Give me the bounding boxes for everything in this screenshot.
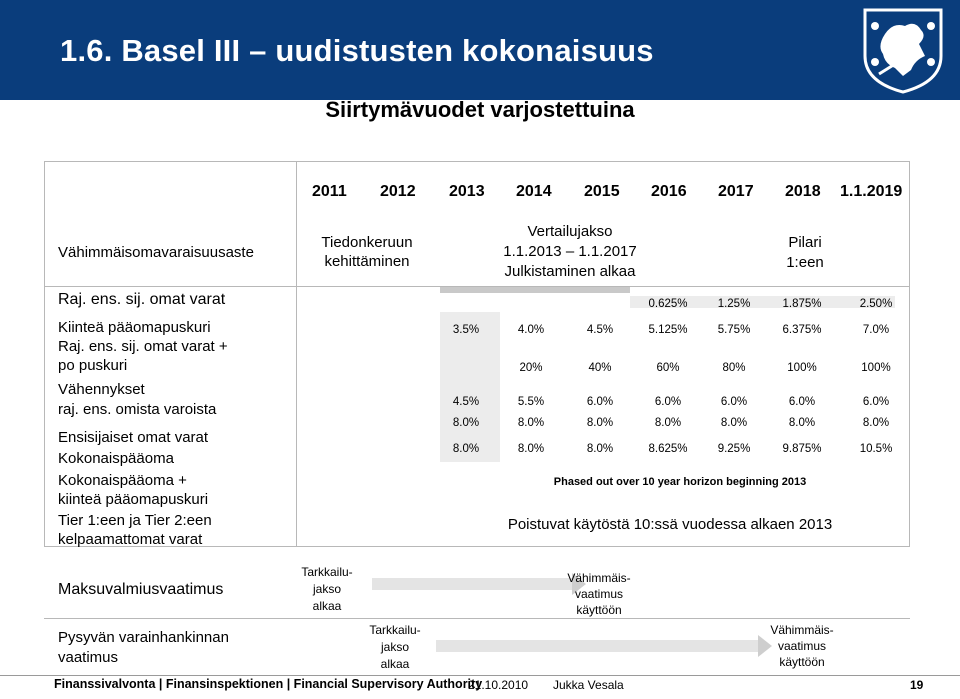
year-2015: 2015 (584, 183, 620, 200)
cell-tot-2019: 8.0% (862, 417, 890, 429)
cell-pri-2013: 4.5% (452, 396, 480, 408)
phase-pillar-2: 1:een (786, 254, 824, 271)
nsfr-obs-3: alkaa (380, 657, 410, 671)
row-label-total-capital: Kokonaispääoma (58, 450, 174, 467)
footer-page-number: 19 (910, 678, 924, 692)
cell-tb-2018: 9.875% (782, 443, 822, 455)
row-label-leverage: Maksuvalmiusvaatimus (58, 581, 224, 598)
row-label-primary-own-funds: Ensisijaiset omat varat (58, 429, 209, 446)
nsfr-min-3: käyttöön (779, 655, 825, 669)
row-label-nsfr-2: vaatimus (58, 649, 119, 666)
lcr-min-1: Vähimmäis- (567, 571, 631, 585)
cell-ded-2019: 100% (861, 362, 891, 374)
cell-ofb-2018: 6.375% (782, 324, 822, 336)
cell-tot-2015: 8.0% (586, 417, 614, 429)
cell-tot-2014: 8.0% (517, 417, 545, 429)
bank-of-finland-lion-icon (855, 4, 951, 96)
table-left-border (44, 161, 45, 547)
cell-buffer-2018: 1.875% (782, 298, 822, 310)
shade-header-band (440, 287, 630, 293)
lcr-obs-2: jakso (312, 582, 341, 596)
lcr-arrow-body (372, 578, 572, 590)
phase-monitoring-1: Vertailujakso (527, 223, 613, 240)
row-label-total-capital-buffer-1: Kokonaispääoma + (58, 472, 187, 489)
cell-tb-2013: 8.0% (452, 443, 480, 455)
liquidity-divider (44, 618, 910, 619)
cell-tb-2017: 9.25% (717, 443, 751, 455)
cell-ded-2015: 40% (588, 362, 612, 374)
cell-pri-2017: 6.0% (720, 396, 748, 408)
year-2019: 1.1.2019 (840, 183, 903, 200)
lcr-obs-1: Tarkkailu- (301, 565, 353, 579)
cell-ofb-2017: 5.75% (717, 324, 751, 336)
row-label-deductions-2: raj. ens. omista varoista (58, 401, 217, 418)
cell-tot-2013: 8.0% (452, 417, 480, 429)
cell-ded-2014: 20% (519, 362, 543, 374)
row-label-own-funds-buffer-1: Raj. ens. sij. omat varat + (58, 338, 228, 355)
nsfr-obs-1: Tarkkailu- (369, 623, 421, 637)
row-label-min-capital: Vähimmäisomavaraisuusaste (58, 244, 254, 261)
cell-tb-2019: 10.5% (859, 443, 893, 455)
cell-ofb-2019: 7.0% (862, 324, 890, 336)
cell-pri-2018: 6.0% (788, 396, 816, 408)
cell-pri-2019: 6.0% (862, 396, 890, 408)
table-top-border (44, 161, 910, 162)
cell-pri-2016: 6.0% (654, 396, 682, 408)
cell-tot-2017: 8.0% (720, 417, 748, 429)
cell-ofb-2013: 3.5% (452, 324, 480, 336)
nsfr-arrow-body (436, 640, 758, 652)
phased-out-note-en: Phased out over 10 year horizon beginning 2013 (553, 476, 807, 488)
year-2017: 2017 (718, 183, 754, 200)
cell-ded-2017: 80% (722, 362, 746, 374)
year-2016: 2016 (651, 183, 687, 200)
cell-ofb-2015: 4.5% (586, 324, 614, 336)
row-label-nsfr-1: Pysyvän varainhankinnan (58, 629, 229, 646)
cell-pri-2014: 5.5% (517, 396, 545, 408)
lcr-obs-3: alkaa (312, 599, 342, 613)
cell-tot-2018: 8.0% (788, 417, 816, 429)
row-label-total-capital-buffer-2: kiinteä pääomapuskuri (58, 491, 209, 508)
year-2011: 2011 (312, 183, 347, 200)
cell-tot-2016: 8.0% (654, 417, 682, 429)
cell-ded-2018: 100% (787, 362, 817, 374)
nsfr-min-1: Vähimmäis- (770, 623, 834, 637)
phase-monitoring-2: 1.1.2013 – 1.1.2017 (503, 243, 637, 260)
nsfr-min-2: vaatimus (777, 639, 827, 653)
slide-header (0, 0, 960, 100)
table-divider (296, 161, 297, 547)
slide-subtitle: Siirtymävuodet varjostettuina (325, 97, 635, 122)
cell-ofb-2016: 5.125% (648, 324, 688, 336)
footer-date: 21.10.2010 (468, 678, 529, 692)
cell-buffer-2016: 0.625% (648, 298, 688, 310)
slide-footer (0, 675, 960, 699)
phase-data-collection-1: Tiedonkeruun (321, 234, 413, 251)
year-2012: 2012 (380, 183, 416, 200)
row-label-buffer: Kiinteä pääomapuskuri (58, 319, 211, 336)
row-label-own-funds-buffer-2: po puskuri (58, 357, 128, 374)
cell-buffer-2017: 1.25% (717, 298, 751, 310)
footer-author: Jukka Vesala (553, 678, 624, 692)
year-2013: 2013 (449, 183, 485, 200)
cell-pri-2015: 6.0% (586, 396, 614, 408)
phase-out-note: Poistuvat käytöstä 10:ssä vuodessa alkaen 2013 (507, 516, 833, 533)
row-label-tier-1: Tier 1:een ja Tier 2:een (58, 512, 212, 529)
footer-organization: Finanssivalvonta | Finansinspektionen | Financial Supervisory Authority (54, 677, 483, 691)
cell-ofb-2014: 4.0% (517, 324, 545, 336)
cell-buffer-2019: 2.50% (859, 298, 893, 310)
row-label-tier-2: kelpaamattomat varat (58, 531, 203, 548)
row-label-deductions-1: Vähennykset (58, 381, 145, 398)
cell-ded-2016: 60% (656, 362, 680, 374)
slide-title: 1.6. Basel III – uudistusten kokonaisuus (60, 33, 654, 68)
lcr-min-2: vaatimus (574, 587, 624, 601)
cell-tb-2015: 8.0% (586, 443, 614, 455)
lcr-min-3: käyttöön (576, 603, 622, 617)
footer-rule (0, 675, 960, 676)
phase-pillar-1: Pilari (788, 234, 822, 251)
phase-monitoring-3: Julkistaminen alkaa (504, 263, 636, 280)
phase-data-collection-2: kehittäminen (324, 253, 410, 270)
year-2014: 2014 (516, 183, 552, 200)
cell-tb-2014: 8.0% (517, 443, 545, 455)
table-right-border (909, 161, 910, 547)
year-2018: 2018 (785, 183, 821, 200)
nsfr-obs-2: jakso (380, 640, 409, 654)
row-label-own-funds: Raj. ens. sij. omat varat (58, 291, 226, 308)
cell-tb-2016: 8.625% (648, 443, 688, 455)
